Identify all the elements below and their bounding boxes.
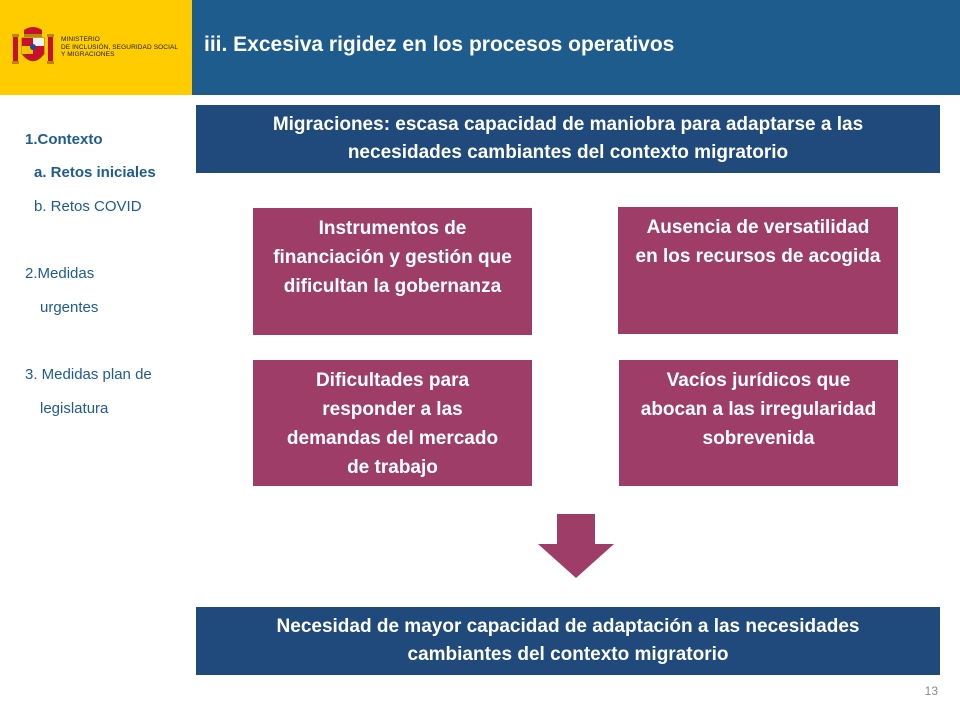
issue-box-financiacion [253,208,532,335]
issue-line: Ausencia de versatilidad [646,217,870,238]
nav-item-contexto[interactable]: 1.Contexto [25,131,103,148]
issue-line: demandas del mercado [286,428,499,449]
nav-item-retos-covid[interactable]: b. Retos COVID [34,198,142,215]
bottom-box-line: Necesidad de mayor capacidad de adaptación a las necesidades [276,616,860,637]
top-box-line: necesidades cambiantes del contexto migratorio [347,142,789,163]
issue-line: de trabajo [347,457,438,478]
ministry-name [61,36,178,59]
nav-item-retos-iniciales[interactable]: a. Retos iniciales [34,164,156,181]
bottom-box-line: cambiantes del contexto migratorio [407,644,729,665]
ministry-line: Y MIGRACIONES [61,51,115,58]
issue-line: Dificultades para [315,370,470,391]
issue-line: Vacíos jurídicos que [666,370,851,391]
issue-box-versatilidad [618,207,898,334]
top-summary-box [196,105,940,173]
bottom-conclusion-box [196,607,940,675]
issue-line: dificultan la gobernanza [283,276,502,297]
issue-box-vacios-juridicos [619,360,898,486]
ministry-logo-area [0,0,192,95]
issue-line: Instrumentos de [318,218,467,239]
issue-box-mercado-trabajo [253,360,532,486]
top-box-line: Migraciones: escasa capacidad de maniobra para adaptarse a las [272,114,864,135]
nav-item-medidas-urgentes-cont[interactable]: urgentes [40,299,99,316]
ministry-line: DE INCLUSIÓN, SEGURIDAD SOCIAL [61,43,179,51]
page-number: 13 [924,684,938,698]
arrow-down-icon [538,514,614,578]
issue-line: en los recursos de acogida [635,246,881,267]
issue-line: responder a las [322,399,463,420]
page-title: iii. Excesiva rigidez en los procesos operativos [204,33,675,56]
header-bar [192,0,960,95]
coat-of-arms-icon [12,26,54,70]
issue-line: sobrevenida [702,428,815,449]
nav-item-medidas-plan-cont[interactable]: legislatura [40,400,109,417]
issue-line: abocan a las irregularidad [640,399,877,420]
nav-item-medidas-plan[interactable]: 3. Medidas plan de [25,366,152,383]
nav-item-medidas-urgentes[interactable]: 2.Medidas [25,265,95,282]
issue-line: financiación y gestión que [273,247,512,268]
ministry-line: MINISTERIO [61,36,100,43]
